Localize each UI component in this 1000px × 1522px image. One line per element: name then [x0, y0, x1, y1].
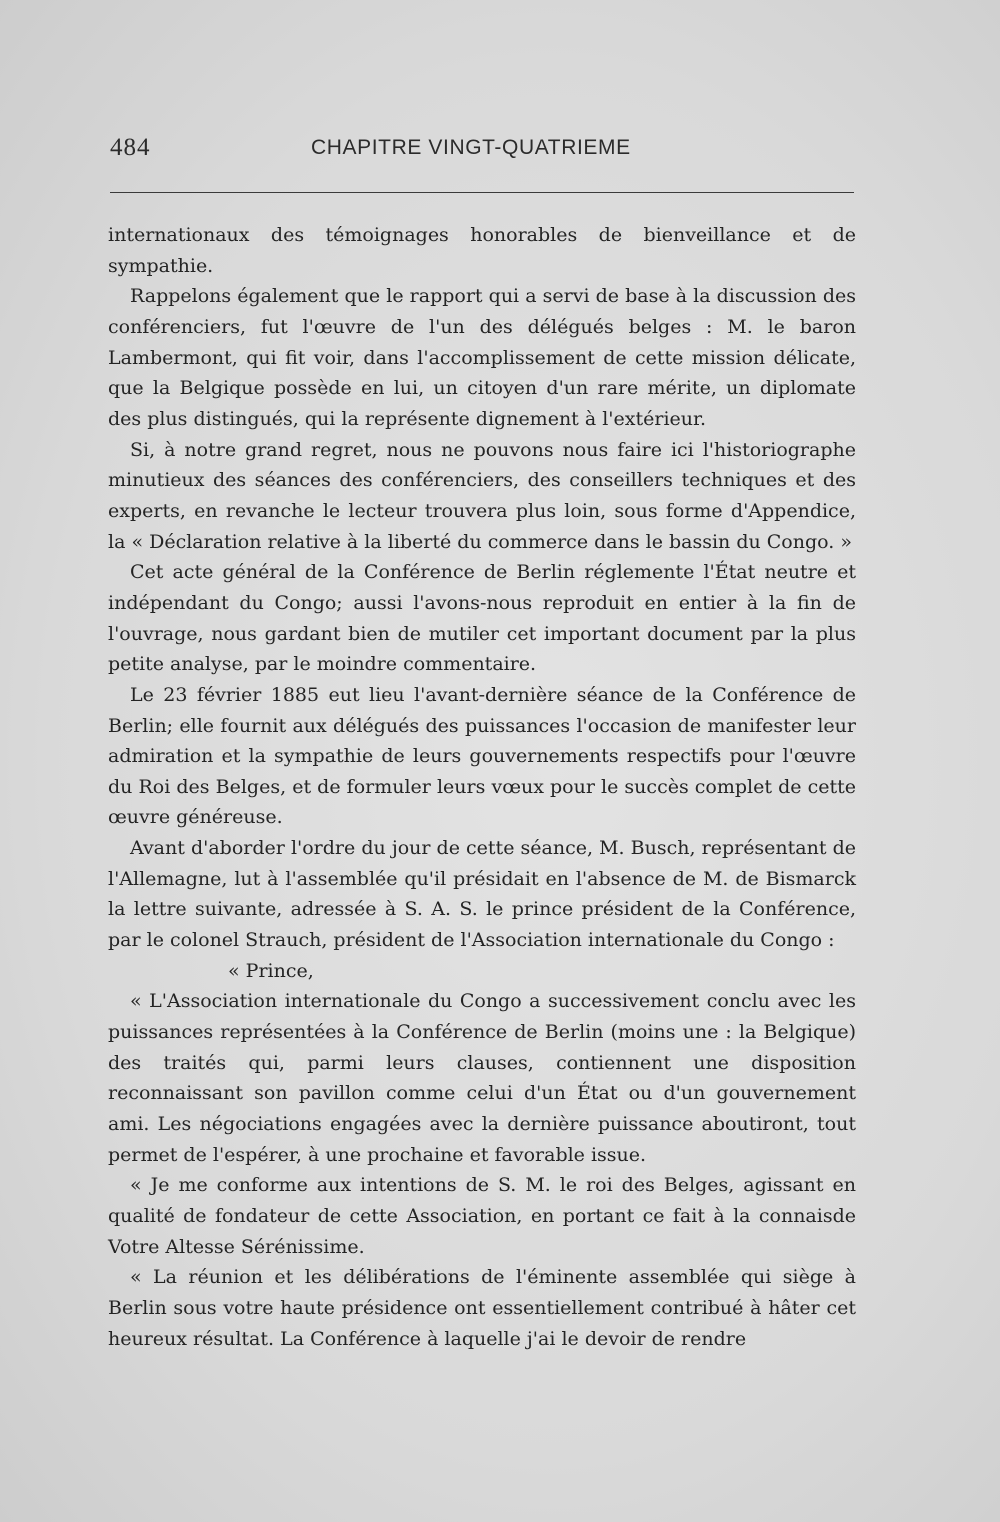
body-text [108, 220, 856, 1354]
paragraph-busch: Avant d'aborder l'ordre du jour de cette séance, M. Busch, représentant de l'Allemagne, lut à l'assemblée qu'il présidait en l'absence de M. de Bismarck la lettre suivante, adressée à S. A. S. le prince président de la Conférence, par le colonel Strauch, président de l'Association internationale du Congo : [108, 837, 856, 952]
page-number: 484 [110, 134, 151, 161]
letter-paragraph-association: « L'Association internationale du Congo a successivement conclu avec les puissances représentées à la Conférence de Berlin (moins une : la Belgique) des traités qui, parmi leurs clauses, contiennent une disposition reconnaissant son pavillon comme celui d'un État ou d'un gouvernement ami. Les négociations engagées avec la dernière puissance aboutiront, tout permet de l'espérer, à une prochaine et favorable issue. [108, 990, 856, 1166]
paragraph-seance: Le 23 février 1885 eut lieu l'avant-dernière séance de la Conférence de Berlin; elle fournit aux délégués des puissances l'occasion de manifester leur admiration et la sympathie de leurs gouvernements respectifs pour l'œuvre du Roi des Belges, et de formuler leurs vœux pour le succès complet de cette œuvre généreuse. [108, 683, 856, 829]
paragraph-continuation: internationaux des témoignages honorables de bienveillance et de sympathie. [108, 224, 856, 277]
paragraph-lambermont: Rappelons également que le rapport qui a servi de base à la discussion des conférenciers, fut l'œuvre de l'un des délégués belges : M. le baron Lambermont, qui fit voir, dans l'accomplissement de cette mission délicate, que la Belgique possède en lui, un citoyen d'un rare mérite, un diplomate des plus distingués, qui la représente dignement à l'extérieur. [108, 285, 856, 430]
running-head: CHAPITRE VINGT-QUATRIEME [311, 136, 631, 159]
paragraph-declaration: Si, à notre grand regret, nous ne pouvons nous faire ici l'historiographe minutieux des séances des conférenciers, des conseillers techniques et des experts, en revanche le lecteur trouvera plus loin, sous forme d'Appendice, la « Déclaration relative à la liberté du commerce dans le bassin du Congo. » [108, 438, 856, 553]
header-rule [110, 192, 854, 193]
letter-salutation: « Prince, [228, 959, 314, 982]
paragraph-acte-general: Cet acte général de la Conférence de Berlin réglemente l'État neutre et indépendant du Congo; aussi l'avons-nous reproduit en entier à la fin de l'ouvrage, nous gardant bien de mutiler cet important document par la plus petite analyse, par le moindre commentaire. [108, 561, 856, 676]
letter-paragraph-reunion: « La réunion et les délibérations de l'éminente assemblée qui siège à Berlin sous votre haute présidence ont essentiellement contribué à hâter cet heureux résultat. La Conférence à laquelle j'ai le devoir de rendre [108, 1266, 856, 1350]
letter-paragraph-conforme: « Je me conforme aux intentions de S. M. le roi des Belges, agissant en qualité de fondateur de cette Association, en portant ce fait à la connaisde Votre Altesse Sérénissime. [108, 1174, 856, 1258]
